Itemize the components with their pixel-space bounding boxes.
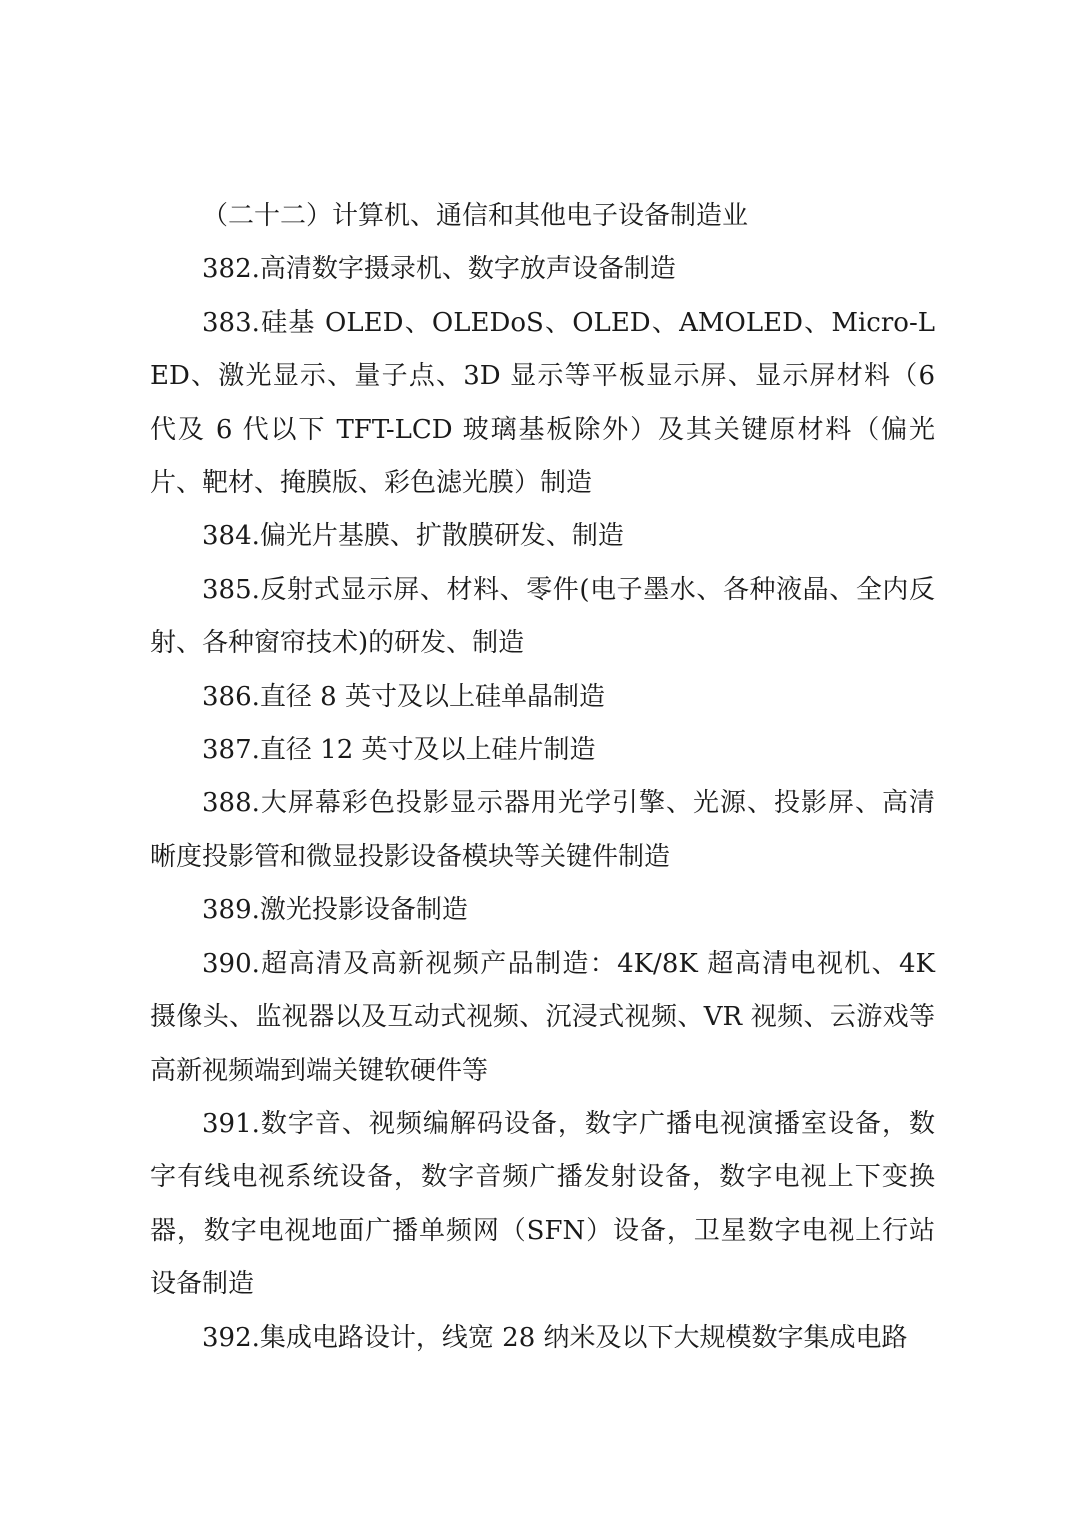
list-item-391: 391.数字音、视频编解码设备，数字广播电视演播室设备，数字有线电视系统设备，数字音频广播发射设备，数字电视上下变换器，数字电视地面广播单频网（SFN）设备，卫星数字电视上行站设备制造: [150, 1108, 935, 1300]
list-item-384: 384.偏光片基膜、扩散膜研发、制造: [202, 521, 624, 552]
list-item-392: 392.集成电路设计，线宽 28 纳米及以下大规模数字集成电路: [202, 1322, 908, 1353]
list-item-389: 389.激光投影设备制造: [202, 895, 468, 926]
list-item-385: 385.反射式显示屏、材料、零件(电子墨水、各种液晶、全内反射、各种窗帘技术)的研发、制造: [150, 574, 935, 659]
list-item-386: 386.直径 8 英寸及以上硅单晶制造: [202, 681, 605, 712]
list-item-390: 390.超高清及高新视频产品制造：4K/8K 超高清电视机、4K 摄像头、监视器以及互动式视频、沉浸式视频、VR 视频、云游戏等高新视频端到端关键软硬件等: [150, 948, 935, 1086]
list-item-382: 382.高清数字摄录机、数字放声设备制造: [202, 254, 676, 285]
document-body: [150, 190, 935, 1365]
list-item-388: 388.大屏幕彩色投影显示器用光学引擎、光源、投影屏、高清晰度投影管和微显投影设备模块等关键件制造: [150, 788, 935, 872]
list-item-387: 387.直径 12 英寸及以上硅片制造: [202, 735, 596, 766]
list-item-383: 383.硅基 OLED、OLEDoS、OLED、AMOLED、Micro-LED、激光显示、量子点、3D 显示等平板显示屏、显示屏材料（6 代及 6 代以下 TFT-LCD 玻璃基板除外）及其关键原材料（偏光片、靶材、掩膜版、彩色滤光膜）制造: [150, 307, 935, 499]
section-heading: （二十二）计算机、通信和其他电子设备制造业: [202, 201, 749, 231]
